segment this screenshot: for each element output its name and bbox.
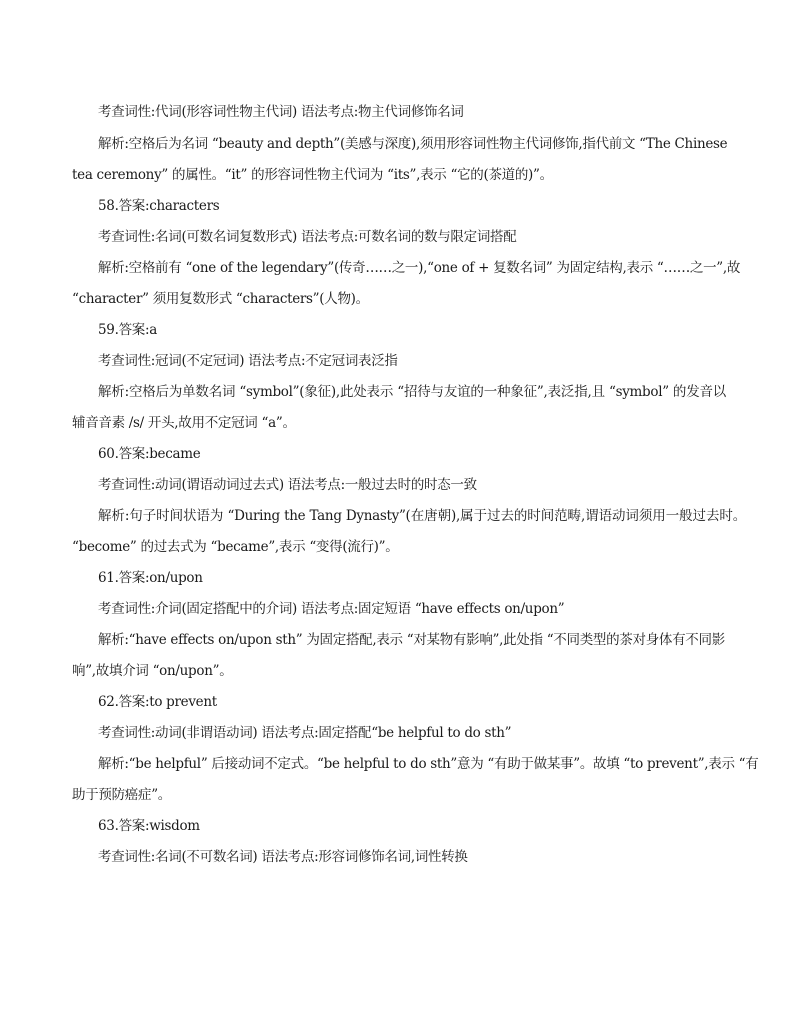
q60-category: 考查词性:动词(谓语动词过去式) 语法考点:一般过去时的时态一致 (98, 477, 477, 493)
q62-analysis-line-1: 解析:“be helpful” 后接动词不定式。“be helpful to do sth”意为 “有助于做某事”。故填 “to prevent”,表示 “有 (98, 756, 759, 772)
q57-analysis-line-2: tea ceremony” 的属性。“it” 的形容词性物主代词为 “its”,表示 “它的(茶道的)”。 (72, 167, 553, 183)
q58-analysis-line-1: 解析:空格前有 “one of the legendary”(传奇……之一),“one of + 复数名词” 为固定结构,表示 “……之一”,故 (98, 260, 741, 276)
q59-analysis-line-2: 辅音音素 /s/ 开头,故用不定冠词 “a”。 (72, 415, 296, 431)
q58-category: 考查词性:名词(可数名词复数形式) 语法考点:可数名词的数与限定词搭配 (98, 229, 517, 245)
q59-answer: 59.答案:a (98, 322, 157, 338)
q61-analysis-line-1: 解析:“have effects on/upon sth” 为固定搭配,表示 “对某物有影响”,此处指 “不同类型的茶对身体有不同影 (98, 632, 725, 648)
q60-answer: 60.答案:became (98, 446, 201, 462)
q61-category: 考查词性:介词(固定搭配中的介词) 语法考点:固定短语 “have effects on/upon” (98, 601, 565, 617)
q62-analysis-line-2: 助于预防癌症”。 (72, 787, 172, 803)
q63-category: 考查词性:名词(不可数名词) 语法考点:形容词修饰名词,词性转换 (98, 849, 468, 865)
q58-analysis-line-2: “character” 须用复数形式 “characters”(人物)。 (72, 291, 369, 307)
q57-analysis-line-1: 解析:空格后为名词 “beauty and depth”(美感与深度),须用形容词性物主代词修饰,指代前文 “The Chinese (98, 136, 728, 152)
q62-answer: 62.答案:to prevent (98, 694, 217, 710)
q62-category: 考查词性:动词(非谓语动词) 语法考点:固定搭配“be helpful to do sth” (98, 725, 512, 741)
q59-analysis-line-1: 解析:空格后为单数名词 “symbol”(象征),此处表示 “招待与友谊的一种象征”,表泛指,且 “symbol” 的发音以 (98, 384, 726, 400)
q60-analysis-line-1: 解析:句子时间状语为 “During the Tang Dynasty”(在唐朝),属于过去的时间范畴,谓语动词须用一般过去时。 (98, 508, 746, 524)
q60-analysis-line-2: “become” 的过去式为 “became”,表示 “变得(流行)”。 (72, 539, 399, 555)
q63-answer: 63.答案:wisdom (98, 818, 200, 834)
q59-category: 考查词性:冠词(不定冠词) 语法考点:不定冠词表泛指 (98, 353, 398, 369)
q61-analysis-line-2: 响”,故填介词 “on/upon”。 (72, 663, 233, 679)
q61-answer: 61.答案:on/upon (98, 570, 203, 586)
q58-answer: 58.答案:characters (98, 198, 220, 214)
q57-category: 考查词性:代词(形容词性物主代词) 语法考点:物主代词修饰名词 (98, 104, 464, 120)
